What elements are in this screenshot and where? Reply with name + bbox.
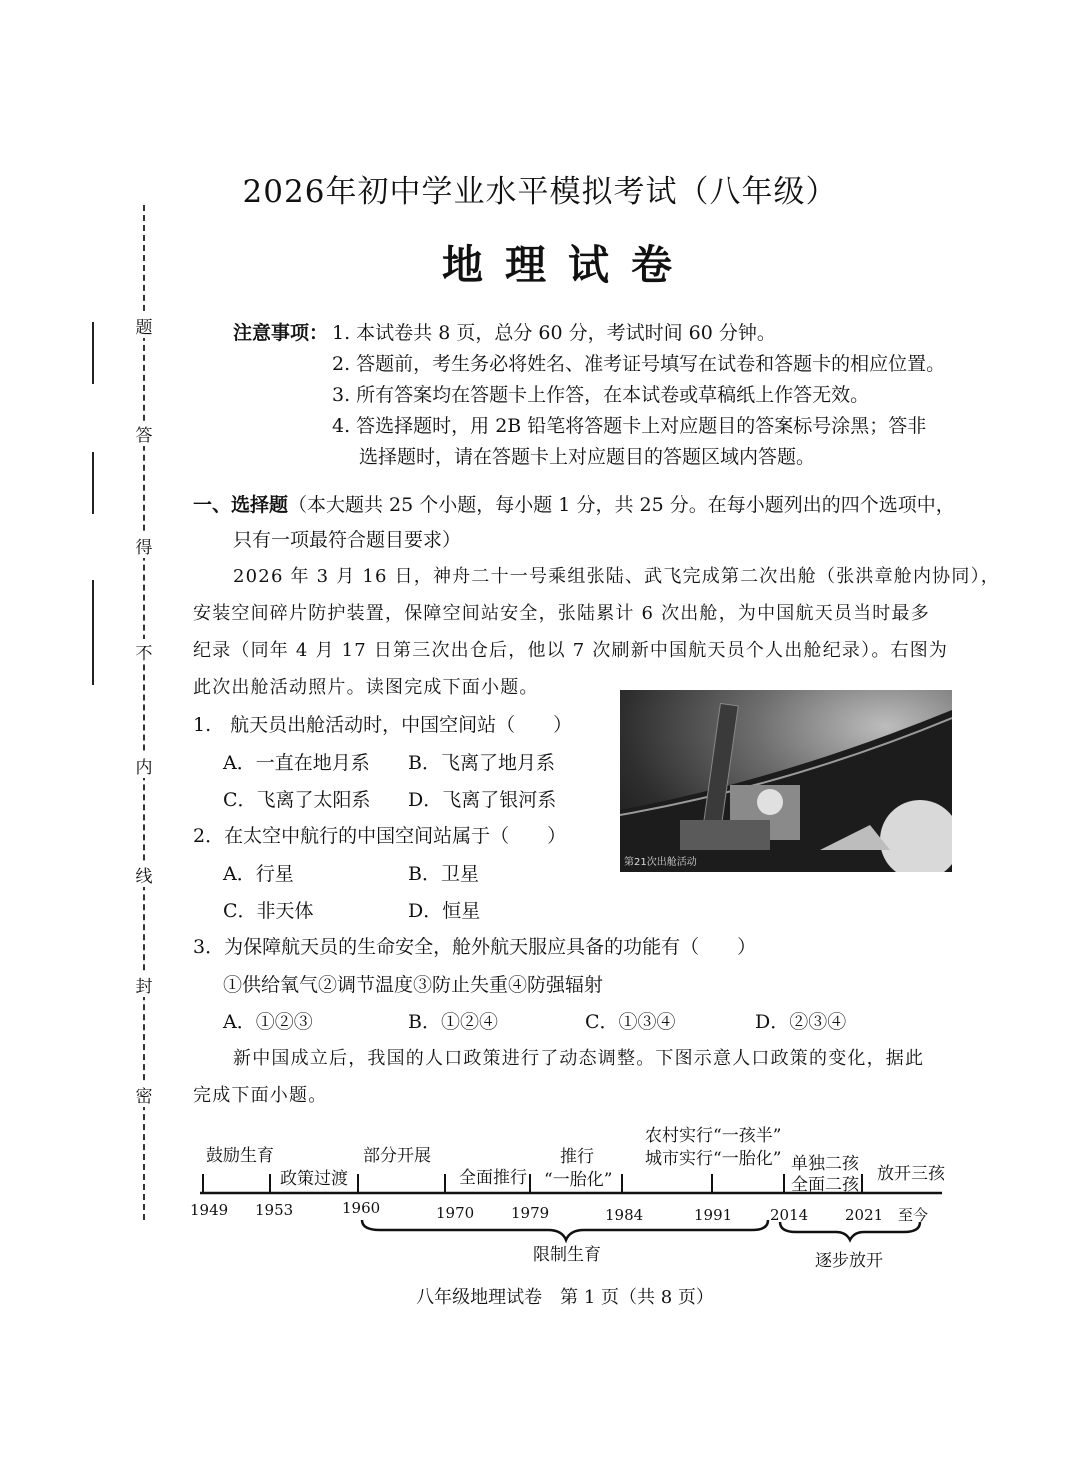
passage-line: 此次出舱活动照片。读图完成下面小题。 <box>193 677 539 698</box>
binding-char: 答 <box>133 421 155 446</box>
option-b[interactable]: B．①②④ <box>408 1011 498 1033</box>
timeline-label: “一胎化” <box>544 1170 613 1190</box>
question-stem: 2．在太空中航行的中国空间站属于（ ） <box>193 825 567 847</box>
option-a[interactable]: A．行星 <box>223 863 294 885</box>
notes-label: 注意事项： <box>233 322 329 344</box>
option-c[interactable]: C．非天体 <box>223 900 314 922</box>
question-items: ①供给氧气②调节温度③防止失重④防强辐射 <box>223 974 604 996</box>
timeline-year: 至今 <box>898 1206 929 1224</box>
section-label: 一、选择题 <box>193 494 289 516</box>
question-stem: 1. 航天员出舱活动时，中国空间站（ ） <box>193 714 573 736</box>
binding-char: 内 <box>133 753 155 778</box>
binding-char: 不 <box>133 639 155 664</box>
binding-char: 密 <box>133 1082 155 1107</box>
binding-char: 得 <box>133 533 155 558</box>
passage-line: 安装空间碎片防护装置，保障空间站安全，张陆累计 6 次出舱，为中国航天员当时最多 <box>193 603 930 624</box>
timeline-label: 全面二孩 <box>791 1175 859 1195</box>
timeline-label: 全面推行 <box>459 1168 527 1188</box>
timeline-label: 政策过渡 <box>280 1169 348 1189</box>
option-a[interactable]: A．①②③ <box>223 1011 313 1033</box>
option-d[interactable]: D．飞离了银河系 <box>408 789 557 811</box>
timeline-label: 放开三孩 <box>877 1164 945 1184</box>
timeline-year: 1984 <box>605 1206 644 1224</box>
timeline-label: 鼓励生育 <box>206 1146 274 1166</box>
note-item-continued: 选择题时，请在答题卡上对应题目的答题区域内答题。 <box>359 446 816 468</box>
option-c[interactable]: C．飞离了太阳系 <box>223 789 371 811</box>
option-d[interactable]: D．②③④ <box>755 1011 847 1033</box>
timeline-year: 1970 <box>436 1204 475 1222</box>
timeline-year: 1953 <box>255 1201 294 1219</box>
timeline-label: 部分开展 <box>363 1146 431 1166</box>
exam-title: 2026年初中学业水平模拟考试（八年级） <box>242 174 838 210</box>
note-item: 3. 所有答案均在答题卡上作答，在本试卷或草稿纸上作答无效。 <box>332 384 870 406</box>
photo-caption: 第21次出舱活动 <box>624 857 697 868</box>
option-b[interactable]: B．卫星 <box>408 863 479 885</box>
note-item: 4. 答选择题时，用 2B 铅笔将答题卡上对应题目的答案标号涂黑；答非 <box>332 415 927 437</box>
section-desc-cont: 只有一项最符合题目要求） <box>233 529 462 551</box>
timeline-brace-label: 逐步放开 <box>815 1251 883 1271</box>
timeline-brace-label: 限制生育 <box>533 1245 601 1265</box>
page-footer: 八年级地理试卷 第 1 页（共 8 页） <box>416 1287 714 1308</box>
passage-line: 2026 年 3 月 16 日，神舟二十一号乘组张陆、武飞完成第二次出舱（张洪章舱内协同）， <box>233 566 1000 587</box>
passage-line: 新中国成立后，我国的人口政策进行了动态调整。下图示意人口政策的变化，据此 <box>233 1048 925 1069</box>
timeline-year: 1960 <box>342 1199 381 1217</box>
passage-line: 完成下面小题。 <box>193 1085 328 1106</box>
timeline-year: 2021 <box>845 1206 884 1224</box>
option-b[interactable]: B．飞离了地月系 <box>408 752 555 774</box>
note-item: 2. 答题前，考生务必将姓名、准考证号填写在试卷和答题卡的相应位置。 <box>332 353 946 375</box>
timeline-label: 单独二孩 <box>791 1154 859 1174</box>
passage-line: 纪录（同年 4 月 17 日第三次出仓后，他以 7 次刷新中国航天员个人出舱纪录）。右图为 <box>193 640 949 661</box>
timeline-label: 城市实行“一胎化” <box>645 1149 782 1169</box>
binding-char: 线 <box>133 862 155 887</box>
timeline-year: 1949 <box>190 1201 229 1219</box>
timeline-label: 推行 <box>560 1147 594 1167</box>
option-c[interactable]: C．①③④ <box>585 1011 676 1033</box>
timeline-year: 1979 <box>511 1204 550 1222</box>
timeline-year: 1991 <box>694 1206 733 1224</box>
question-stem: 3．为保障航天员的生命安全，舱外航天服应具备的功能有（ ） <box>193 936 757 958</box>
timeline-year: 2014 <box>770 1206 809 1224</box>
binding-char: 题 <box>133 313 155 338</box>
binding-char: 封 <box>133 972 155 997</box>
subject-title: 地理试卷 <box>442 241 694 289</box>
option-d[interactable]: D．恒星 <box>408 900 481 922</box>
note-item: 1. 本试卷共 8 页，总分 60 分，考试时间 60 分钟。 <box>332 322 776 344</box>
option-a[interactable]: A．一直在地月系 <box>223 752 370 774</box>
section-desc: （本大题共 25 个小题，每小题 1 分，共 25 分。在每小题列出的四个选项中， <box>288 494 955 516</box>
timeline-label: 农村实行“一孩半” <box>645 1126 782 1146</box>
